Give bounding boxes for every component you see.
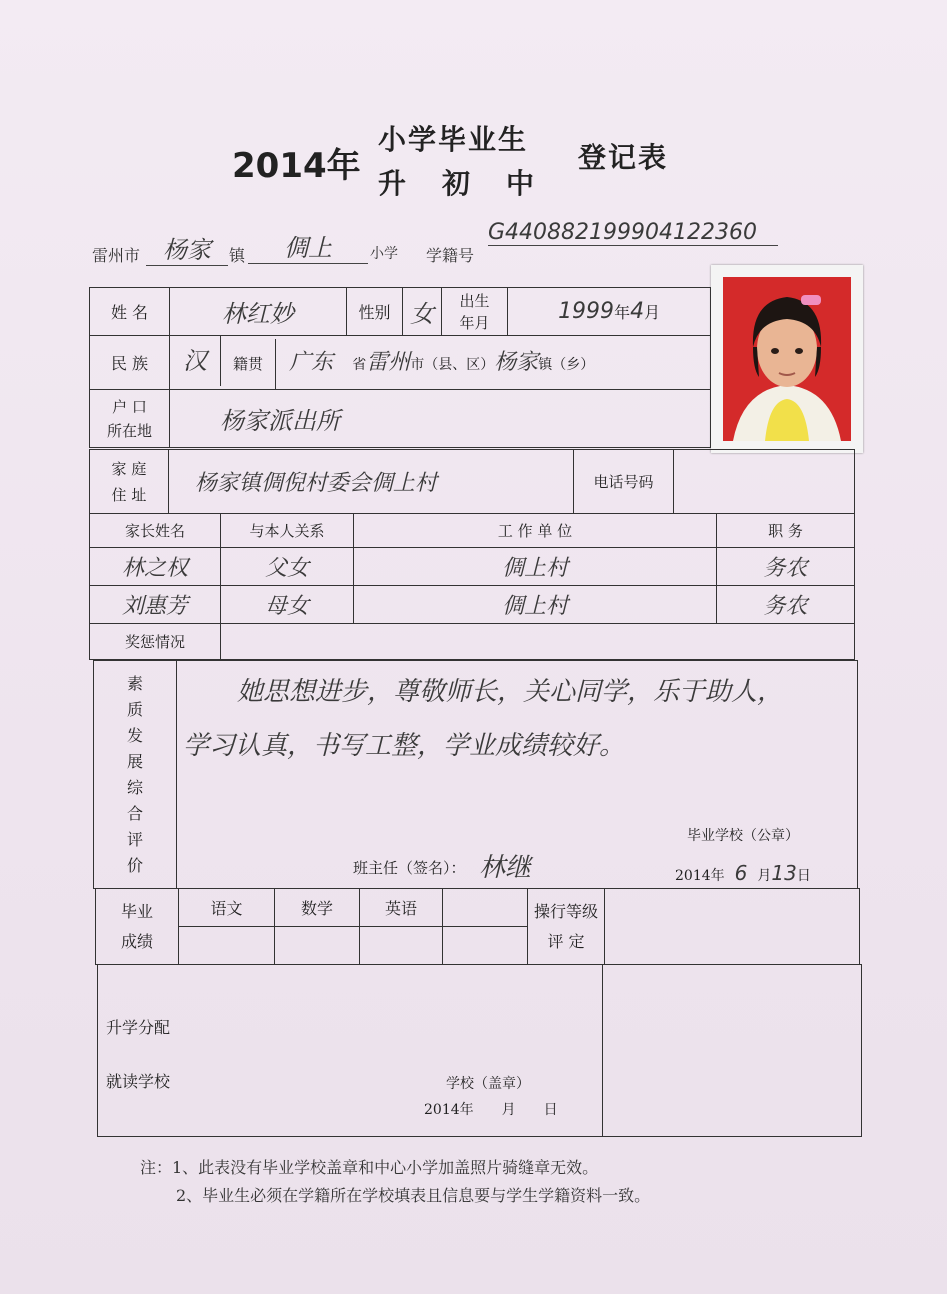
native-town: 杨家 xyxy=(494,350,539,375)
awards-label: 奖惩情况 xyxy=(90,624,221,660)
birth-value xyxy=(508,288,711,336)
native-city-label: 市（县、区） xyxy=(410,357,495,373)
native-town-label: 镇（乡） xyxy=(538,357,595,373)
hukou-label-line1: 户 口 xyxy=(112,397,147,416)
header-school-label: 小学 xyxy=(370,246,398,262)
header-town-value: 杨家 xyxy=(146,230,228,266)
family-relation-1: 父女 xyxy=(221,548,354,586)
grades-label-line1: 毕业 xyxy=(120,901,153,921)
hukou-label xyxy=(90,390,170,448)
native-city: 雷州 xyxy=(366,350,411,375)
teacher-signature: 林继 xyxy=(479,853,532,883)
evaluation-date-month: 6 xyxy=(734,861,748,885)
native-label: 籍贯 xyxy=(221,339,276,389)
awards-value xyxy=(221,624,855,660)
evaluation-char-6: 合 xyxy=(126,803,143,823)
evaluation-line1: 她思想进步，尊敬师长，关心同学，乐于助人， xyxy=(237,677,784,707)
family-job-1: 务农 xyxy=(717,548,855,586)
basic-info-table xyxy=(89,287,711,448)
address-label xyxy=(90,450,169,514)
family-header-work: 工 作 单 位 xyxy=(354,514,717,548)
address-table xyxy=(89,449,855,514)
grades-table xyxy=(95,888,860,965)
address-label-line1: 家 庭 xyxy=(111,459,147,478)
evaluation-table xyxy=(93,660,858,889)
evaluation-char-5: 综 xyxy=(126,777,143,797)
name-label: 姓 名 xyxy=(90,288,170,336)
native-province-label: 省 xyxy=(352,357,367,373)
portrait-image xyxy=(723,277,851,441)
conduct-label-line1: 操行等级 xyxy=(533,901,598,921)
title-line1: 小学毕业生 xyxy=(378,123,529,156)
evaluation-char-7: 评 xyxy=(126,829,143,849)
grades-label-line2: 成绩 xyxy=(120,931,153,951)
header-town-label: 镇 xyxy=(229,246,246,265)
ethnic-value: 汉 xyxy=(170,336,221,386)
birth-year-label: 年 xyxy=(614,303,631,322)
family-work-1: 倜上村 xyxy=(354,548,717,586)
gender-value: 女 xyxy=(403,288,442,336)
subject-extra xyxy=(443,889,528,927)
evaluation-char-3: 发 xyxy=(126,725,143,745)
gender-label: 性别 xyxy=(346,288,402,336)
family-name-1: 林之权 xyxy=(90,548,221,586)
hukou-label-line2: 所在地 xyxy=(107,421,153,440)
evaluation-date xyxy=(675,861,811,885)
evaluation-char-4: 展 xyxy=(126,751,143,771)
family-header-relation: 与本人关系 xyxy=(221,514,354,548)
header-school-value: 倜上 xyxy=(248,228,368,264)
evaluation-char-8: 价 xyxy=(126,855,143,875)
family-header-job: 职 务 xyxy=(717,514,855,548)
score-english xyxy=(360,927,443,965)
assignment-blank xyxy=(603,965,862,1137)
family-table xyxy=(89,513,855,660)
family-work-2: 倜上村 xyxy=(354,586,717,624)
header-city: 雷州市 xyxy=(92,246,141,265)
birth-month-label: 月 xyxy=(644,303,661,322)
subject-math: 数学 xyxy=(275,889,360,927)
birth-month: 4 xyxy=(630,299,645,324)
evaluation-month-label: 月 xyxy=(757,868,772,884)
table-row xyxy=(90,586,855,624)
ethnic-label: 民 族 xyxy=(90,336,170,390)
note-2: 2、毕业生必须在学籍所在学校填表且信息要与学生学籍资料一致。 xyxy=(176,1186,651,1205)
title-year: 2014年 xyxy=(232,146,361,186)
family-relation-2: 母女 xyxy=(221,586,354,624)
note-1: 注：1、此表没有毕业学校盖章和中心小学加盖照片骑缝章无效。 xyxy=(140,1158,599,1177)
family-header-name: 家长姓名 xyxy=(90,514,221,548)
phone-value xyxy=(674,450,855,514)
graduation-school-label: 毕业学校（公章） xyxy=(687,828,799,844)
address-label-line2: 住 址 xyxy=(111,485,147,504)
evaluation-line2: 学习认真，书写工整，学业成绩较好。 xyxy=(183,731,626,761)
grades-label xyxy=(96,889,179,965)
evaluation-label xyxy=(94,661,177,889)
evaluation-date-day: 13 xyxy=(771,861,797,885)
family-name-2: 刘惠芳 xyxy=(90,586,221,624)
conduct-label xyxy=(528,889,605,965)
evaluation-content xyxy=(177,661,858,889)
evaluation-char-1: 素 xyxy=(126,673,143,693)
name-value: 林红妙 xyxy=(170,288,347,336)
assignment-label-line2: 就读学校 xyxy=(106,1072,171,1091)
assignment-seal-label: 学校（盖章） xyxy=(446,1076,530,1092)
hukou-value: 杨家派出所 xyxy=(170,390,711,448)
student-photo xyxy=(711,265,863,453)
native-province: 广东 xyxy=(289,350,334,375)
assignment-table xyxy=(97,964,862,1137)
title-suffix: 登记表 xyxy=(578,141,669,174)
score-extra xyxy=(443,927,528,965)
subject-chinese: 语文 xyxy=(179,889,275,927)
score-math xyxy=(275,927,360,965)
table-row xyxy=(90,548,855,586)
assignment-cell xyxy=(98,965,603,1137)
title-line2: 升初中 xyxy=(378,167,571,200)
phone-label: 电话号码 xyxy=(573,450,673,514)
evaluation-day-label: 日 xyxy=(796,868,811,884)
score-chinese xyxy=(179,927,275,965)
family-job-2: 务农 xyxy=(717,586,855,624)
header-id-value: G440882199904122360 xyxy=(488,220,778,246)
conduct-label-line2: 评 定 xyxy=(547,931,585,951)
address-value: 杨家镇倜倪村委会倜上村 xyxy=(168,450,573,514)
ethnic-native-cell xyxy=(170,336,711,390)
birth-label-line1: 出生 xyxy=(459,291,490,310)
birth-year: 1999 xyxy=(558,299,615,324)
evaluation-date-year: 2014年 xyxy=(675,868,725,884)
birth-label-line2: 年月 xyxy=(459,313,490,332)
assignment-date: 2014年 月 日 xyxy=(424,1102,558,1118)
conduct-value xyxy=(605,889,860,965)
header-id-label: 学籍号 xyxy=(426,246,475,265)
birth-label xyxy=(441,288,507,336)
teacher-label: 班主任（签名）： xyxy=(353,859,466,877)
evaluation-char-2: 质 xyxy=(126,699,143,719)
subject-english: 英语 xyxy=(360,889,443,927)
assignment-label-line1: 升学分配 xyxy=(106,1018,171,1037)
